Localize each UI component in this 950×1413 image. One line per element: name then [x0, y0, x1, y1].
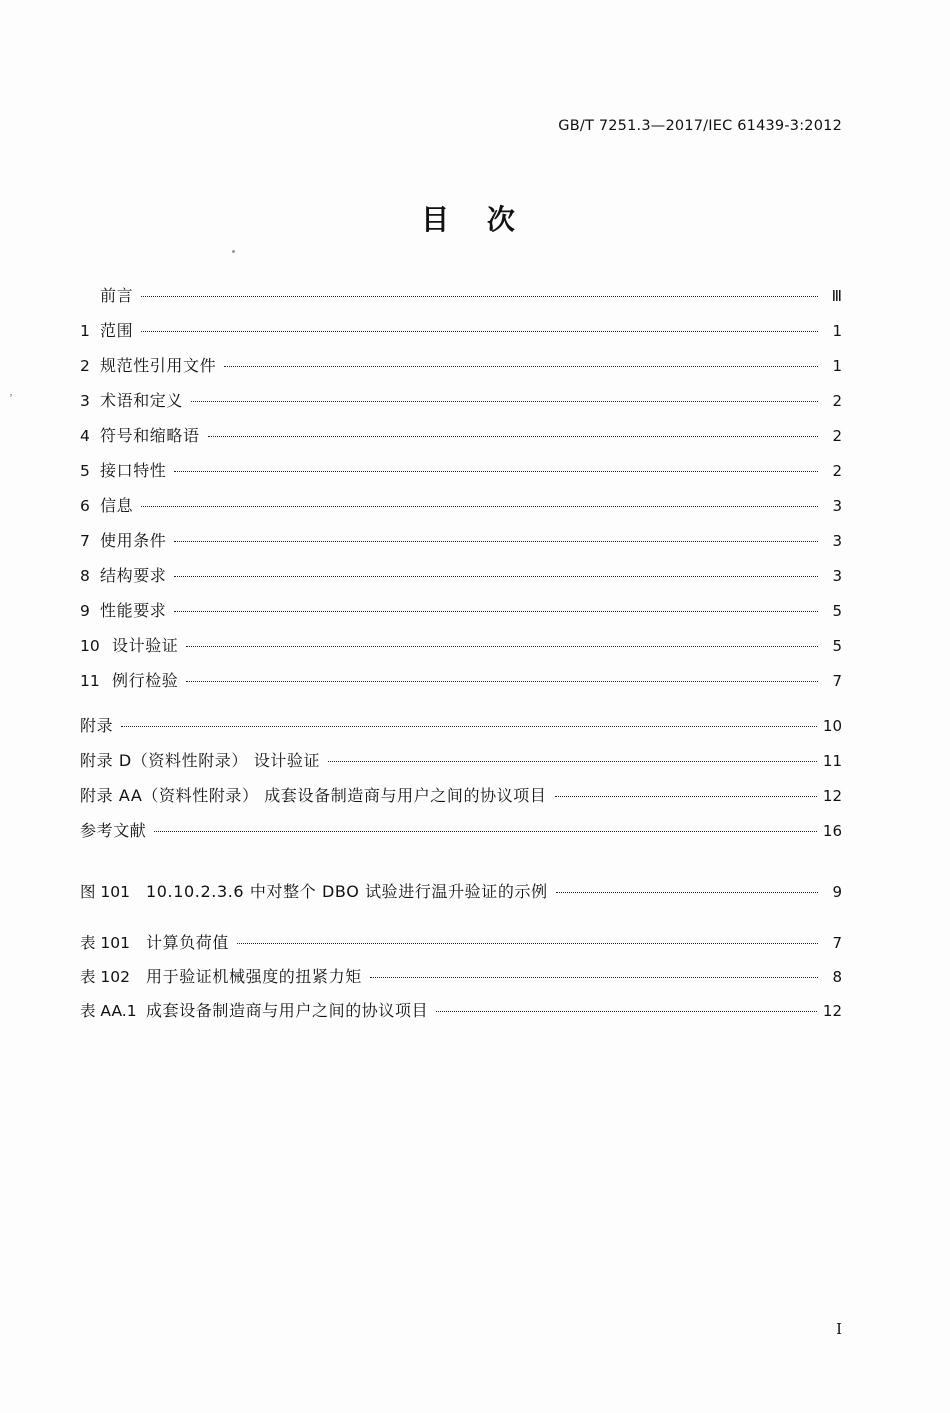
toc-entry-clause-5[interactable] [80, 458, 842, 481]
toc-leader [555, 796, 817, 797]
toc-entry-page: 10 [822, 717, 842, 735]
toc-entry-label: 结构要求 [100, 566, 167, 585]
toc-entry-page: 1 [832, 357, 842, 375]
toc-entry-table-102[interactable] [80, 964, 842, 987]
toc-entry-label: 信息 [100, 496, 134, 515]
toc-entry-number: 9 [80, 602, 90, 620]
toc-leader [191, 401, 818, 402]
toc-leader [174, 576, 818, 577]
print-speck [232, 250, 235, 253]
toc-entry-page: 3 [832, 567, 842, 585]
toc-leader [186, 646, 818, 647]
toc-leader [208, 436, 818, 437]
toc-table-spacer [80, 914, 842, 930]
toc-leader [436, 1011, 817, 1012]
toc-entry-page: 2 [832, 392, 842, 410]
toc-entry-page: 2 [832, 427, 842, 445]
toc-entry-number: 7 [80, 532, 90, 550]
toc-entry-page: 8 [832, 968, 842, 986]
toc-entry-label: 术语和定义 [100, 391, 184, 410]
toc-entry-label: 附录 AA（资料性附录） 成套设备制造商与用户之间的协议项目 [80, 786, 547, 805]
toc-entry-clause-11[interactable] [80, 668, 842, 691]
toc-entry-table-101[interactable] [80, 930, 842, 953]
toc-entry-clause-2[interactable] [80, 353, 842, 376]
toc-entry-number: 5 [80, 462, 90, 480]
toc-entry-page: 12 [822, 787, 842, 805]
toc-entry-label: 符号和缩略语 [100, 426, 200, 445]
toc-entry-label: 用于验证机械强度的扭紧力矩 [146, 967, 362, 986]
toc-leader [186, 681, 818, 682]
page-title: 目 次 [421, 203, 529, 236]
toc-entry-label: 参考文献 [80, 821, 147, 840]
toc-entry-label: 例行检验 [112, 671, 179, 690]
toc-entry-number: 10 [80, 637, 100, 655]
toc-entry-label: 性能要求 [100, 601, 167, 620]
toc-entry-page: Ⅲ [831, 287, 842, 305]
toc-entry-label: 10.10.2.3.6 中对整个 DBO 试验进行温升验证的示例 [146, 882, 548, 901]
toc-entry-clause-10[interactable] [80, 633, 842, 656]
toc-leader [224, 366, 818, 367]
table-of-contents [80, 283, 842, 1032]
toc-entry-label: 设计验证 [112, 636, 179, 655]
toc-entry-number: 4 [80, 427, 90, 445]
toc-entry-number: 图 101 [80, 883, 131, 901]
toc-entry-label: 附录 D（资料性附录） 设计验证 [80, 751, 321, 770]
toc-entry-page: 7 [832, 672, 842, 690]
toc-section-spacer [80, 703, 842, 713]
toc-entry-number: 表 AA.1 [80, 1002, 137, 1020]
toc-leader [154, 831, 817, 832]
toc-entry-number: 8 [80, 567, 90, 585]
toc-entry-page: 12 [822, 1002, 842, 1020]
toc-leader [174, 471, 818, 472]
toc-leader [141, 331, 818, 332]
toc-entry-page: 2 [832, 462, 842, 480]
toc-entry-page: 3 [832, 532, 842, 550]
toc-entry-page: 11 [822, 752, 842, 770]
toc-leader [237, 943, 818, 944]
toc-entry-clause-3[interactable] [80, 388, 842, 411]
toc-entry-clause-8[interactable] [80, 563, 842, 586]
toc-entry-number: 表 101 [80, 934, 131, 952]
toc-entry-number: 1 [80, 322, 90, 340]
toc-entry-preface[interactable] [80, 283, 842, 306]
toc-entry-label: 前言 [100, 286, 134, 305]
toc-entry-page: 9 [832, 883, 842, 901]
toc-entry-label: 规范性引用文件 [100, 356, 217, 375]
toc-entry-figure-101[interactable] [80, 879, 842, 902]
toc-entry-clause-1[interactable] [80, 318, 842, 341]
toc-entry-label: 使用条件 [100, 531, 167, 550]
toc-leader [328, 761, 817, 762]
toc-entry-clause-6[interactable] [80, 493, 842, 516]
toc-entry-annex-aa[interactable] [80, 783, 842, 806]
toc-entry-label: 范围 [100, 321, 134, 340]
toc-leader [370, 977, 818, 978]
toc-entry-label: 成套设备制造商与用户之间的协议项目 [146, 1001, 429, 1020]
toc-entry-number: 2 [80, 357, 90, 375]
standard-code-header: GB/T 7251.3—2017/IEC 61439-3:2012 [558, 118, 842, 134]
toc-entry-label: 计算负荷值 [146, 933, 230, 952]
toc-leader [141, 296, 818, 297]
toc-entry-page: 1 [832, 322, 842, 340]
edge-registration-mark: ʼ [9, 391, 13, 405]
toc-entry-label: 附录 [80, 716, 114, 735]
toc-entry-label: 接口特性 [100, 461, 167, 480]
toc-entry-number: 3 [80, 392, 90, 410]
toc-leader [121, 726, 817, 727]
toc-entry-table-aa1[interactable] [80, 998, 842, 1021]
toc-entry-page: 16 [822, 822, 842, 840]
toc-entry-clause-7[interactable] [80, 528, 842, 551]
toc-entry-clause-9[interactable] [80, 598, 842, 621]
toc-entry-page: 7 [832, 934, 842, 952]
toc-entry-number: 11 [80, 672, 100, 690]
toc-figure-spacer [80, 853, 842, 879]
toc-leader [141, 506, 818, 507]
toc-entry-page: 3 [832, 497, 842, 515]
toc-entry-number: 表 102 [80, 968, 131, 986]
toc-leader [556, 892, 818, 893]
footer-page-number: I [836, 1320, 842, 1338]
toc-leader [174, 611, 818, 612]
toc-entry-number: 6 [80, 497, 90, 515]
toc-entry-references[interactable] [80, 818, 842, 841]
toc-entry-annex[interactable] [80, 713, 842, 736]
toc-entry-page: 5 [832, 637, 842, 655]
toc-entry-clause-4[interactable] [80, 423, 842, 446]
toc-entry-annex-d[interactable] [80, 748, 842, 771]
toc-leader [174, 541, 818, 542]
toc-entry-page: 5 [832, 602, 842, 620]
